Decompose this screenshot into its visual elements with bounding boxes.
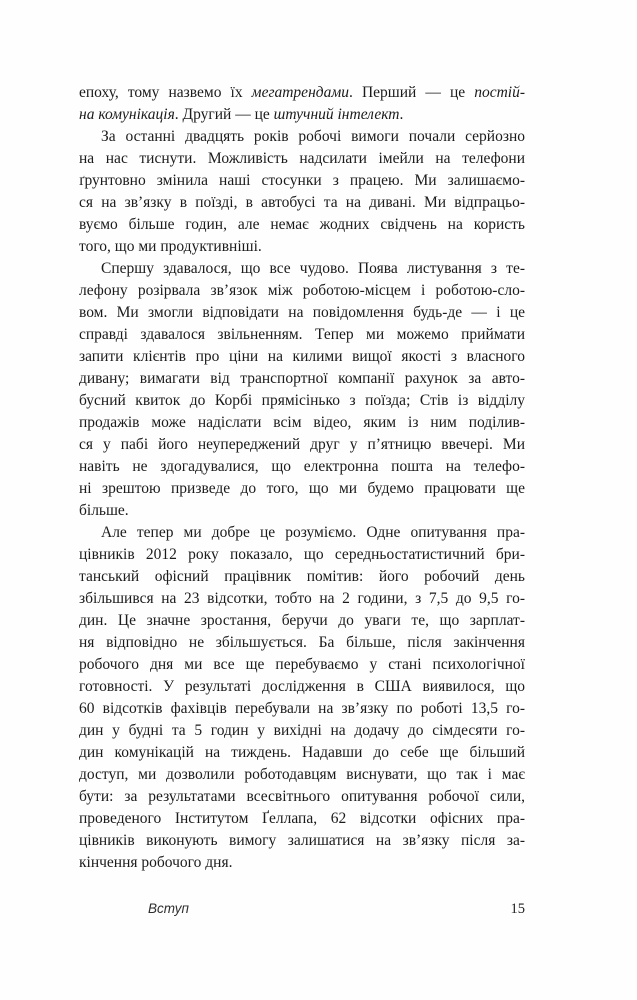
text-segment: дин комунікацій на тиждень. Надавши до себе ще більший [79, 744, 525, 761]
text-segment: продажів може надіслати всім відео, яким із ним поділив- [79, 414, 525, 431]
text-segment: бути: за результатами всесвітнього опитування робочої сили, [79, 788, 525, 805]
text-segment: ся у пабі його неупереджений друг у п’ятницю ввечері. Ми [79, 436, 525, 453]
text-segment: більше. [79, 502, 129, 519]
text-line [79, 632, 525, 654]
text-segment: вуємо більше годин, але немає жодних свідчень на користь [79, 216, 525, 233]
text-segment: дин. Це значне зростання, беручи до уваги те, що зарплат- [79, 612, 525, 629]
italic-text-segment: на комунікація [79, 106, 175, 123]
text-segment: цівників виконують вимогу залишатися на зв’язку після за- [79, 832, 525, 849]
text-segment: запити клієнтів про ціни на килими вищої якості з власного [79, 348, 525, 365]
text-segment: танський офісний працівник помітив: його робочий день [79, 568, 525, 585]
text-line [79, 148, 525, 170]
text-line [79, 390, 525, 412]
text-segment: дивану; вимагати від транспортної компанії рахунок за авто- [79, 370, 525, 387]
text-segment: . [399, 106, 404, 123]
text-line [79, 830, 525, 852]
text-line [79, 82, 525, 104]
text-segment: епоху, тому назвемо їх [79, 84, 252, 101]
text-line [79, 764, 525, 786]
text-line [79, 698, 525, 720]
text-segment: кінчення робочого дня. [79, 854, 233, 871]
paragraph [79, 82, 525, 126]
text-line [79, 126, 525, 148]
text-line [79, 412, 525, 434]
text-segment: Спершу здавалося, що все чудово. Поява листування з те- [101, 260, 525, 277]
italic-text-segment: постій- [474, 84, 525, 101]
text-line [79, 346, 525, 368]
text-line [79, 522, 525, 544]
text-line [79, 478, 525, 500]
text-segment: ґрунтовно змінила наші стосунки з працею. Ми залишаємо- [79, 172, 525, 189]
text-line [79, 654, 525, 676]
text-segment: Але тепер ми добре це розуміємо. Одне опитування пра- [101, 524, 525, 541]
text-block [79, 82, 525, 874]
footer-section-label: Вступ [148, 901, 189, 916]
text-line [79, 610, 525, 632]
text-line [79, 808, 525, 830]
text-line [79, 588, 525, 610]
text-segment: ні зрештою призведе до того, що ми будемо працювати ще [79, 480, 525, 497]
text-line [79, 676, 525, 698]
text-line [79, 720, 525, 742]
text-line [79, 742, 525, 764]
text-segment: За останні двадцять років робочі вимоги почали серйозно [101, 128, 525, 145]
italic-text-segment: штучний інтелект [273, 106, 400, 123]
text-segment: на нас тиснути. Можливість надсилати імейли на телефони [79, 150, 525, 167]
paragraph [79, 258, 525, 522]
text-segment: 60 відсотків фахівців перебували на зв’язку по роботі 13,5 го- [79, 700, 525, 717]
text-line [79, 302, 525, 324]
text-line [79, 368, 525, 390]
text-line [79, 434, 525, 456]
text-line [79, 500, 525, 522]
text-line [79, 456, 525, 478]
italic-text-segment: мегатрендами [251, 84, 349, 101]
text-segment: ся на зв’язку в поїзді, в автобусі та на дивані. Ми відпрацьо- [79, 194, 525, 211]
text-line [79, 280, 525, 302]
text-segment: лефону розірвала зв’язок між роботою-місцем і роботою-сло- [79, 282, 525, 299]
text-segment: того, що ми продуктивніші. [79, 238, 262, 255]
text-line [79, 236, 525, 258]
text-line [79, 214, 525, 236]
paragraph [79, 126, 525, 258]
footer [79, 901, 525, 918]
text-line [79, 544, 525, 566]
text-segment: дин у будні та 5 годин у вихідні на додачу до сімдесяти го- [79, 722, 525, 739]
text-segment: готовності. У результаті дослідження в США виявилося, що [79, 678, 525, 695]
text-line [79, 258, 525, 280]
text-line [79, 104, 525, 126]
text-line [79, 324, 525, 346]
text-segment: цівників 2012 року показало, що середньостатистичний бри- [79, 546, 525, 563]
text-segment: . Другий — це [174, 106, 274, 123]
footer-page-number: 15 [510, 901, 525, 917]
text-segment: доступ, ми дозволили роботодавцям виснувати, що так і має [79, 766, 525, 783]
text-segment: проведеного Інститутом Ґеллапа, 62 відсотки офісних пра- [79, 810, 525, 827]
text-line [79, 192, 525, 214]
text-line [79, 786, 525, 808]
text-line [79, 566, 525, 588]
text-segment: ня відповідно не збільшується. Ба більше, після закінчення [79, 634, 525, 651]
text-segment: бусний квиток до Корбі прямісінько з поїзда; Стів із відділу [79, 392, 525, 409]
text-segment: навіть не здогадувалися, що електронна пошта на телефо- [79, 458, 525, 475]
text-line [79, 852, 525, 874]
text-segment: . Перший — це [349, 84, 475, 101]
text-segment: вом. Ми змогли відповідати на повідомлення будь-де — і це [79, 304, 525, 321]
text-segment: збільшився на 23 відсотки, тобто на 2 години, з 7,5 до 9,5 го- [79, 590, 525, 607]
text-segment: справді здавалося звільненням. Тепер ми можемо приймати [79, 326, 525, 343]
paragraph [79, 522, 525, 874]
text-line [79, 170, 525, 192]
text-segment: робочого дня ми все ще перебуваємо у стані психологічної [79, 656, 525, 673]
